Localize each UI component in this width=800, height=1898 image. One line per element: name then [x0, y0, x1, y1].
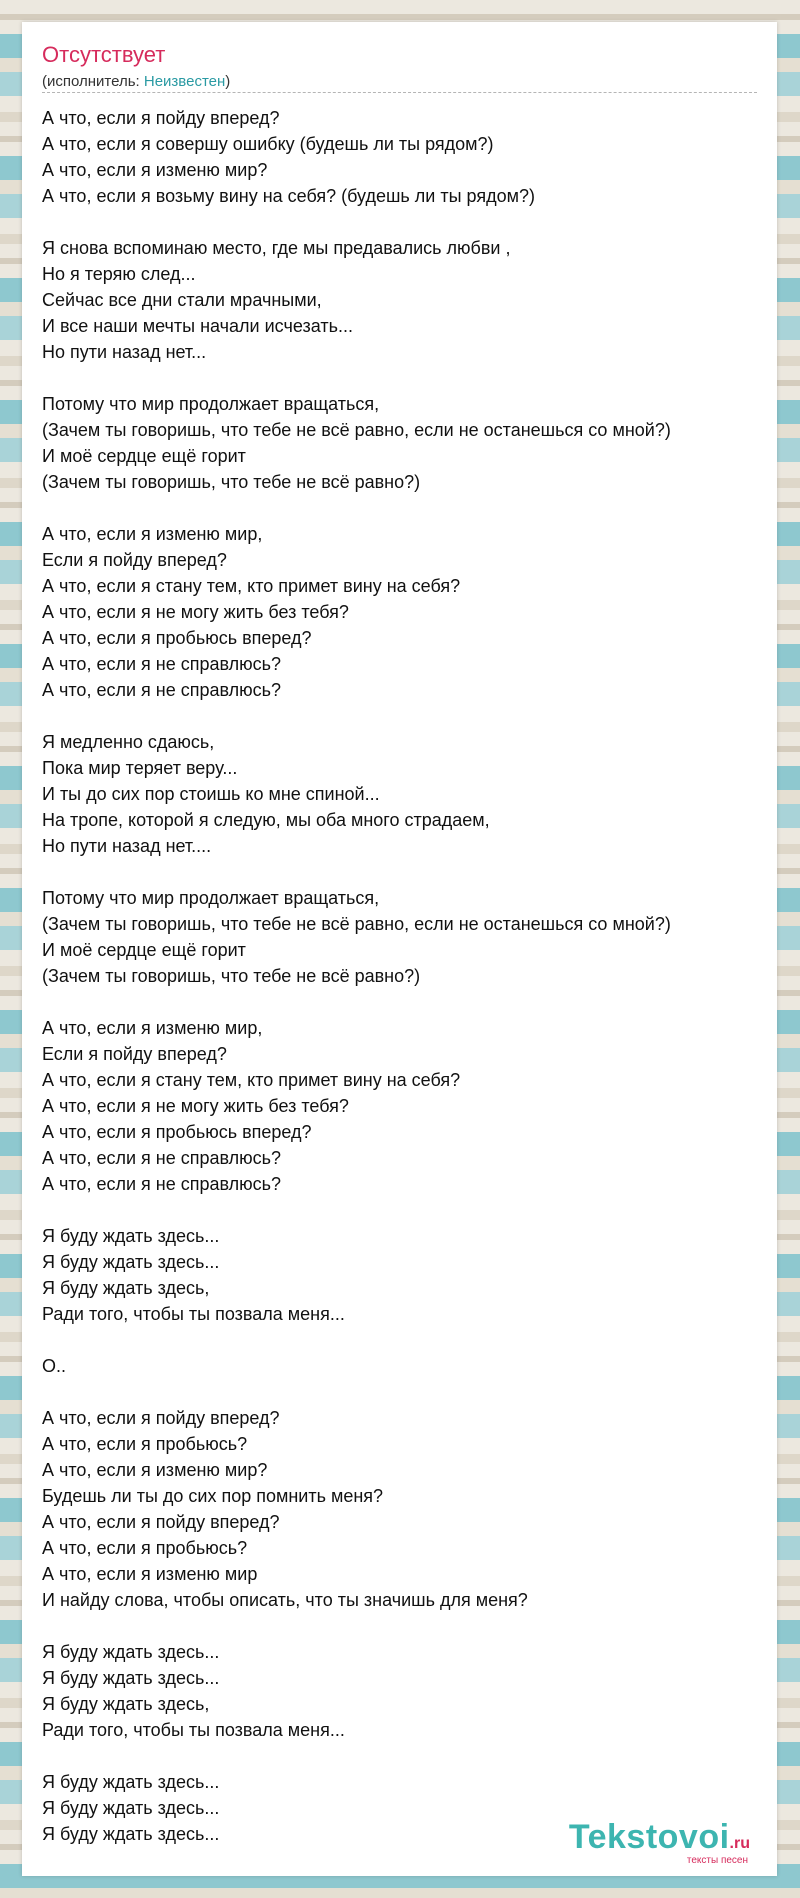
lyric-line: А что, если я не справлюсь?	[42, 1148, 282, 1168]
lyric-line: Потому что мир продолжает вращаться,	[42, 394, 380, 414]
lyrics-body	[42, 105, 671, 1873]
lyrics-stanza	[42, 1639, 671, 1743]
lyric-line: (Зачем ты говоришь, что тебе не всё равно?)	[42, 472, 421, 492]
lyric-line: Но пути назад нет....	[42, 836, 212, 856]
lyric-line: Я буду ждать здесь,	[42, 1278, 210, 1298]
lyric-line: О..	[42, 1356, 67, 1376]
lyrics-stanza	[42, 105, 671, 209]
lyric-line: (Зачем ты говоришь, что тебе не всё равно?)	[42, 966, 421, 986]
lyric-line: А что, если я пробьюсь?	[42, 1538, 248, 1558]
lyric-line: А что, если я не справлюсь?	[42, 1174, 282, 1194]
lyric-line: А что, если я пробьюсь вперед?	[42, 1122, 312, 1142]
logo-domain-suffix: .ru	[729, 1835, 750, 1852]
artist-line	[42, 73, 230, 90]
lyric-line: И ты до сих пор стоишь ко мне спиной...	[42, 784, 380, 804]
lyric-line: Но пути назад нет...	[42, 342, 207, 362]
lyric-line: И все наши мечты начали исчезать...	[42, 316, 353, 336]
lyric-line: А что, если я совершу ошибку (будешь ли ты рядом?)	[42, 134, 494, 154]
lyric-line: Пока мир теряет веру...	[42, 758, 238, 778]
lyric-line: Но я теряю след...	[42, 264, 196, 284]
site-logo[interactable]	[569, 1820, 750, 1866]
lyric-line: А что, если я пробьюсь вперед?	[42, 628, 312, 648]
lyric-line: А что, если я возьму вину на себя? (будешь ли ты рядом?)	[42, 186, 535, 206]
lyric-line: А что, если я изменю мир?	[42, 1460, 268, 1480]
lyric-line: Если я пойду вперед?	[42, 550, 227, 570]
lyric-line: А что, если я стану тем, кто примет вину на себя?	[42, 1070, 461, 1090]
lyric-line: Если я пойду вперед?	[42, 1044, 227, 1064]
lyric-line: Я буду ждать здесь...	[42, 1252, 220, 1272]
lyric-line: И найду слова, чтобы описать, что ты значишь для меня?	[42, 1590, 528, 1610]
lyric-line: А что, если я пойду вперед?	[42, 1512, 280, 1532]
artist-link[interactable]: Неизвестен	[143, 73, 226, 90]
lyric-line: И моё сердце ещё горит	[42, 940, 246, 960]
lyrics-stanza	[42, 235, 671, 365]
lyric-line: Ради того, чтобы ты позвала меня...	[42, 1720, 345, 1740]
lyric-line: Я буду ждать здесь...	[42, 1798, 220, 1818]
lyric-line: Сейчас все дни стали мрачными,	[42, 290, 322, 310]
lyrics-stanza	[42, 1223, 671, 1327]
lyric-line: А что, если я изменю мир,	[42, 524, 263, 544]
lyrics-stanza	[42, 521, 671, 703]
lyric-line: На тропе, которой я следую, мы оба много страдаем,	[42, 810, 490, 830]
lyric-line: А что, если я изменю мир	[42, 1564, 258, 1584]
lyric-line: Я буду ждать здесь...	[42, 1226, 220, 1246]
lyric-line: А что, если я пробьюсь?	[42, 1434, 248, 1454]
lyric-line: (Зачем ты говоришь, что тебе не всё равно, если не останешься со мной?)	[42, 914, 671, 934]
lyric-line: Потому что мир продолжает вращаться,	[42, 888, 380, 908]
lyric-line: (Зачем ты говоришь, что тебе не всё равно, если не останешься со мной?)	[42, 420, 671, 440]
lyric-line: Я буду ждать здесь...	[42, 1668, 220, 1688]
lyric-line: А что, если я не могу жить без тебя?	[42, 1096, 349, 1116]
logo-main-text: Tekstovoi	[568, 1818, 730, 1856]
artist-prefix: (исполнитель:	[42, 73, 144, 90]
lyric-line: А что, если я изменю мир,	[42, 1018, 263, 1038]
lyric-line: Будешь ли ты до сих пор помнить меня?	[42, 1486, 384, 1506]
song-title: Отсутствует	[42, 42, 166, 67]
lyrics-card	[22, 22, 777, 1876]
lyric-line: А что, если я пойду вперед?	[42, 1408, 280, 1428]
lyrics-stanza	[42, 1353, 671, 1379]
lyric-line: Я медленно сдаюсь,	[42, 732, 215, 752]
artist-suffix: )	[225, 73, 231, 90]
lyric-line: А что, если я не справлюсь?	[42, 680, 282, 700]
lyric-line: Я буду ждать здесь...	[42, 1642, 220, 1662]
logo-subtitle: тексты песен	[686, 1855, 748, 1866]
divider	[42, 92, 757, 93]
lyric-line: А что, если я изменю мир?	[42, 160, 268, 180]
lyrics-stanza	[42, 1015, 671, 1197]
lyric-line: А что, если я не могу жить без тебя?	[42, 602, 349, 622]
lyrics-stanza	[42, 1405, 671, 1613]
lyric-line: А что, если я стану тем, кто примет вину на себя?	[42, 576, 461, 596]
lyric-line: Я буду ждать здесь...	[42, 1772, 220, 1792]
lyric-line: А что, если я не справлюсь?	[42, 654, 282, 674]
lyrics-stanza	[42, 391, 671, 495]
lyric-line: Ради того, чтобы ты позвала меня...	[42, 1304, 345, 1324]
lyric-line: И моё сердце ещё горит	[42, 446, 246, 466]
lyric-line: Я буду ждать здесь...	[42, 1824, 220, 1844]
lyric-line: А что, если я пойду вперед?	[42, 108, 280, 128]
lyrics-stanza	[42, 729, 671, 859]
lyric-line: Я снова вспоминаю место, где мы предавались любви ,	[42, 238, 511, 258]
lyric-line: Я буду ждать здесь,	[42, 1694, 210, 1714]
lyrics-stanza	[42, 885, 671, 989]
